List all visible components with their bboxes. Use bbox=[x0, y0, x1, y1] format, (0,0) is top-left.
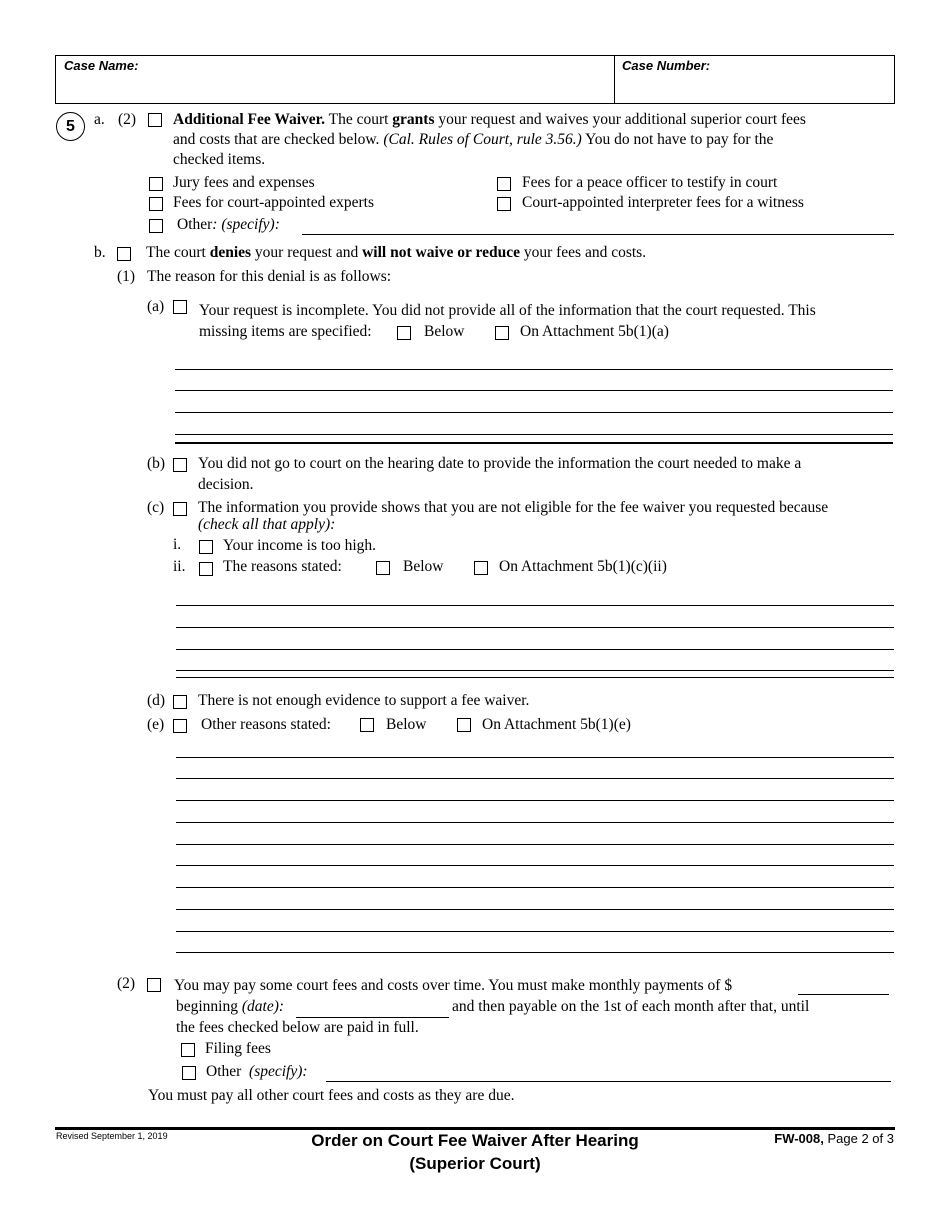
reason-c-line-4[interactable] bbox=[176, 670, 894, 671]
reason-e-line-9[interactable] bbox=[176, 931, 894, 932]
will-not-waive-bold: will not waive or reduce bbox=[362, 244, 520, 261]
reason-a-attachment-checkbox[interactable] bbox=[495, 326, 509, 340]
payment-other-label bbox=[206, 1063, 308, 1081]
case-header-divider bbox=[614, 55, 615, 104]
revised-date: Revised September 1, 2019 bbox=[56, 1131, 168, 1141]
reason-b-letter: (b) bbox=[147, 455, 166, 472]
reason-d-letter: (d) bbox=[147, 692, 166, 709]
afw-text1: The court bbox=[325, 111, 393, 128]
reason-e-line-3[interactable] bbox=[176, 800, 894, 801]
reason-a-checkbox[interactable] bbox=[173, 300, 187, 314]
reason-e-checkbox[interactable] bbox=[173, 719, 187, 733]
reason-d-text: There is not enough evidence to support a fee waiver. bbox=[198, 692, 530, 709]
monthly-payment-input[interactable] bbox=[798, 994, 889, 995]
denies-bold: denies bbox=[209, 244, 252, 261]
page-number: Page 2 of 3 bbox=[823, 1131, 894, 1146]
additional-fee-waiver-line1 bbox=[173, 111, 806, 129]
payment-other-specify: (specify): bbox=[249, 1063, 308, 1080]
filing-fees-checkbox[interactable] bbox=[181, 1043, 195, 1057]
reason-c-attachment-label: On Attachment 5b(1)(c)(ii) bbox=[499, 558, 667, 575]
additional-fee-waiver-line2 bbox=[173, 131, 773, 149]
reason-b-line1: You did not go to court on the hearing date to provide the information the court needed to make a bbox=[198, 455, 802, 472]
reason-a-line-3[interactable] bbox=[175, 412, 893, 413]
payment-plan-number: (2) bbox=[117, 975, 136, 992]
afw-citation: (Cal. Rules of Court, rule 3.56.) bbox=[383, 131, 582, 148]
reason-e-attachment-checkbox[interactable] bbox=[457, 718, 471, 732]
additional-fee-waiver-checkbox[interactable] bbox=[148, 113, 162, 127]
reason-c-attachment-checkbox[interactable] bbox=[474, 561, 488, 575]
section-number-circle bbox=[56, 112, 85, 141]
reason-a-line2: missing items are specified: bbox=[199, 323, 372, 340]
reason-e-attachment-label: On Attachment 5b(1)(e) bbox=[482, 716, 631, 733]
denies-t3: your fees and costs. bbox=[519, 244, 647, 261]
reasons-stated-checkbox[interactable] bbox=[199, 562, 213, 576]
reason-e-line-5[interactable] bbox=[176, 844, 894, 845]
payment-plan-line3: the fees checked below are paid in full. bbox=[176, 1019, 419, 1036]
reasons-stated-label: The reasons stated: bbox=[223, 558, 342, 575]
other-fees-label bbox=[177, 216, 280, 234]
payment-plan-footer-text: You must pay all other court fees and costs as they are due. bbox=[148, 1087, 515, 1104]
afw-line2-pre: and costs that are checked below. bbox=[173, 131, 384, 148]
reason-c-line2: (check all that apply): bbox=[198, 516, 336, 533]
reason-a-line-4[interactable] bbox=[175, 434, 893, 435]
reason-b-checkbox[interactable] bbox=[173, 458, 187, 472]
reason-a-below-label: Below bbox=[424, 323, 465, 340]
interpreter-fees-label: Court-appointed interpreter fees for a witness bbox=[522, 194, 804, 211]
reason-a-line-2[interactable] bbox=[175, 390, 893, 391]
payment-plan-line1: You may pay some court fees and costs over time. You must make monthly payments of $ bbox=[174, 977, 733, 994]
reason-1-text: The reason for this denial is as follows: bbox=[147, 268, 392, 285]
denies-t2: your request and bbox=[251, 244, 363, 261]
filing-fees-label: Filing fees bbox=[205, 1040, 271, 1057]
form-title-line1: Order on Court Fee Waiver After Hearing bbox=[311, 1131, 639, 1150]
experts-fees-checkbox[interactable] bbox=[149, 197, 163, 211]
other-fees-text: Other bbox=[177, 216, 213, 233]
reason-b-line2: decision. bbox=[198, 476, 254, 493]
other-fees-checkbox[interactable] bbox=[149, 219, 163, 233]
reason-e-below-checkbox[interactable] bbox=[360, 718, 374, 732]
reason-d-checkbox[interactable] bbox=[173, 695, 187, 709]
reason-e-below-label: Below bbox=[386, 716, 427, 733]
reason-c-ii-label: ii. bbox=[173, 558, 186, 575]
reason-a-below-checkbox[interactable] bbox=[397, 326, 411, 340]
payment-plan-line2-start bbox=[176, 998, 284, 1016]
income-too-high-checkbox[interactable] bbox=[199, 540, 213, 554]
form-id-page bbox=[774, 1131, 894, 1146]
form-id: FW-008, bbox=[774, 1131, 824, 1146]
reason-c-line-2[interactable] bbox=[176, 627, 894, 628]
payment-plan-checkbox[interactable] bbox=[147, 978, 161, 992]
payment-other-input[interactable] bbox=[326, 1081, 891, 1082]
reason-e-text: Other reasons stated: bbox=[201, 716, 331, 733]
reason-a-attachment-label: On Attachment 5b(1)(a) bbox=[520, 323, 669, 340]
jury-fees-label: Jury fees and expenses bbox=[173, 174, 315, 191]
case-number-field[interactable] bbox=[618, 74, 890, 100]
section-number: 5 bbox=[66, 118, 75, 135]
reason-c-letter: (c) bbox=[147, 499, 165, 516]
reason-c-line-3[interactable] bbox=[176, 649, 894, 650]
beginning-date-input[interactable] bbox=[296, 1017, 449, 1018]
item-b-letter: b. bbox=[94, 244, 106, 261]
reason-c-line-1[interactable] bbox=[176, 605, 894, 606]
reason-e-line-2[interactable] bbox=[176, 778, 894, 779]
other-fees-input-line[interactable] bbox=[302, 234, 894, 235]
afw-line2-post: You do not have to pay for the bbox=[581, 131, 774, 148]
denies-t1: The court bbox=[146, 244, 210, 261]
reason-c-checkbox[interactable] bbox=[173, 502, 187, 516]
footer-rule bbox=[55, 1127, 895, 1130]
date-label: (date): bbox=[241, 998, 285, 1015]
court-denies-text bbox=[146, 244, 646, 262]
income-too-high-label: Your income is too high. bbox=[223, 537, 377, 554]
afw-text2: your request and waives your additional superior court fees bbox=[434, 111, 806, 128]
reason-c-i-label: i. bbox=[173, 536, 182, 553]
case-name-label: Case Name: bbox=[64, 58, 139, 73]
payment-other-checkbox[interactable] bbox=[182, 1066, 196, 1080]
interpreter-fees-checkbox[interactable] bbox=[497, 197, 511, 211]
reason-e-line-10[interactable] bbox=[176, 952, 894, 953]
jury-fees-checkbox[interactable] bbox=[149, 177, 163, 191]
reason-a-line1: Your request is incomplete. You did not provide all of the information that the court requested. This bbox=[199, 302, 816, 319]
reason-c-line1: The information you provide shows that you are not eligible for the fee waiver you requested because bbox=[198, 499, 829, 516]
reason-e-letter: (e) bbox=[147, 716, 165, 733]
experts-fees-label: Fees for court-appointed experts bbox=[173, 194, 375, 211]
reason-a-line-1[interactable] bbox=[175, 369, 893, 370]
reason-a-line-5[interactable] bbox=[175, 442, 893, 444]
reason-e-line-4[interactable] bbox=[176, 822, 894, 823]
other-fees-specify: : (specify): bbox=[212, 216, 280, 233]
additional-fee-waiver-title: Additional Fee Waiver. bbox=[173, 111, 325, 128]
reason-e-line-6[interactable] bbox=[176, 865, 894, 866]
payment-plan-line2-end: and then payable on the 1st of each month after that, until bbox=[452, 998, 810, 1015]
reason-e-line-1[interactable] bbox=[176, 757, 894, 758]
item-a-letter: a. bbox=[94, 111, 105, 128]
beginning-text: beginning bbox=[176, 998, 242, 1015]
reason-e-line-7[interactable] bbox=[176, 887, 894, 888]
afw-grants: grants bbox=[392, 111, 435, 128]
reason-a-letter: (a) bbox=[147, 298, 165, 315]
payment-other-text: Other bbox=[206, 1063, 242, 1080]
reason-c-line-5[interactable] bbox=[176, 677, 894, 678]
form-title-line2: (Superior Court) bbox=[409, 1154, 541, 1173]
additional-fee-waiver-line3: checked items. bbox=[173, 151, 266, 168]
reason-e-line-8[interactable] bbox=[176, 909, 894, 910]
reason-c-below-checkbox[interactable] bbox=[376, 561, 390, 575]
item-a-number: (2) bbox=[118, 111, 137, 128]
peace-officer-fees-label: Fees for a peace officer to testify in court bbox=[522, 174, 778, 191]
case-name-field[interactable] bbox=[58, 74, 610, 100]
peace-officer-fees-checkbox[interactable] bbox=[497, 177, 511, 191]
reason-1-number: (1) bbox=[117, 268, 136, 285]
case-number-label: Case Number: bbox=[622, 58, 711, 73]
reason-c-below-label: Below bbox=[403, 558, 444, 575]
court-denies-checkbox[interactable] bbox=[117, 247, 131, 261]
